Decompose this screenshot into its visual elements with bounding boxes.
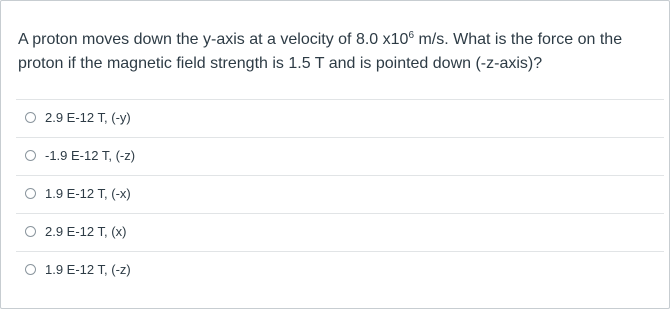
velocity-exponent: 6 xyxy=(408,30,414,41)
answer-option-4[interactable] xyxy=(16,214,664,252)
answer-label: 2.9 E-12 T, (-y) xyxy=(45,110,131,125)
answer-option-1[interactable] xyxy=(16,100,664,138)
radio-button[interactable] xyxy=(25,226,36,237)
answer-list xyxy=(16,99,664,289)
answer-label: 2.9 E-12 T, (x) xyxy=(45,224,127,239)
radio-button[interactable] xyxy=(25,112,36,123)
answer-option-5[interactable] xyxy=(16,252,664,289)
answer-option-3[interactable] xyxy=(16,176,664,214)
radio-button[interactable] xyxy=(25,264,36,275)
answer-label: 1.9 E-12 T, (-x) xyxy=(45,186,131,201)
question-text-after: m/s. What is the force on the proton if the magnetic field strength is 1.5 T and is pointed down (-z-axis)? xyxy=(18,31,623,72)
question-text xyxy=(18,28,658,76)
answer-option-2[interactable] xyxy=(16,138,664,176)
answer-label: 1.9 E-12 T, (-z) xyxy=(45,262,131,277)
question-text-before: A proton moves down the y-axis at a velocity of 8.0 x10 xyxy=(18,31,409,48)
radio-button[interactable] xyxy=(25,188,36,199)
radio-button[interactable] xyxy=(25,150,36,161)
answer-label: -1.9 E-12 T, (-z) xyxy=(45,148,136,163)
